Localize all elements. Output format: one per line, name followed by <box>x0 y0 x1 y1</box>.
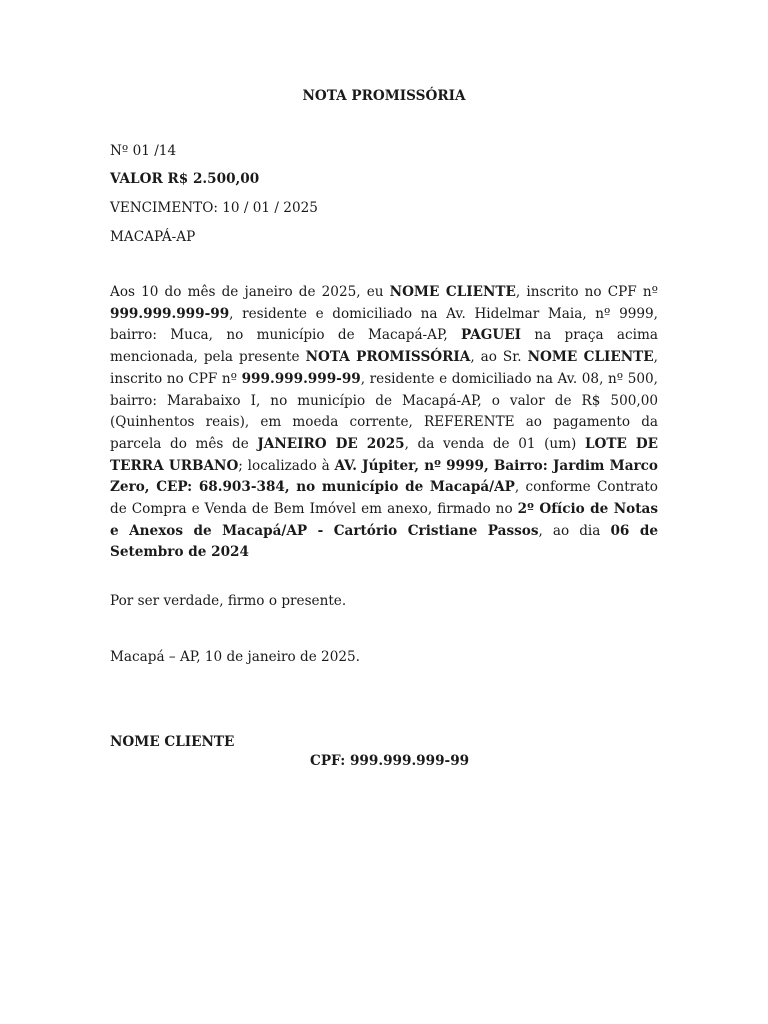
bold-text-segment: NOME CLIENTE <box>527 349 654 366</box>
bold-text-segment: AV. Júpiter, nº 9999, Bairro: Jardim Marco Zero, CEP: 68.903-384, no município de Macapá/AP <box>110 457 659 496</box>
date-line: Macapá – AP, 10 de janeiro de 2025. <box>110 649 360 666</box>
text-segment: ; localizado à <box>238 457 335 474</box>
document-body <box>110 282 658 771</box>
bold-text-segment: 999.999.999-99 <box>110 305 230 322</box>
signer-name: NOME CLIENTE <box>110 734 235 751</box>
text-segment: , residente e domiciliado na Av. 08, nº 500, bairro: Marabaixo I, no município de Macapá-AP, o valor de R$ 500,00 (Quinhentos reais), em moeda corrente, REFERENTE ao pagamento da parcela do mês de <box>110 370 658 452</box>
bold-text-segment: NOTA PROMISSÓRIA <box>305 349 471 366</box>
bold-text-segment: 2º Ofício de Notas e Anexos de Macapá/AP - Cartório Cristiane Passos <box>110 501 658 539</box>
text-segment: , residente e domiciliado na Av. Hidelmar Maia, nº 9999, bairro: Muca, no município de Macapá-AP, <box>110 305 658 344</box>
text-segment: , inscrito no CPF nº <box>110 349 658 387</box>
text-segment: , da venda de 01 (um) <box>404 435 585 452</box>
note-value: VALOR R$ 2.500,00 <box>110 171 260 187</box>
due-date: VENCIMENTO: 10 / 01 / 2025 <box>110 200 318 216</box>
text-segment: , ao Sr. <box>470 349 528 366</box>
bold-text-segment: PAGUEI <box>461 327 521 344</box>
note-number: Nº 01 /14 <box>110 143 177 159</box>
text-segment: , inscrito no CPF nº <box>515 284 659 300</box>
signer-cpf: CPF: 999.999.999-99 <box>310 753 470 770</box>
bold-text-segment: 999.999.999-99 <box>241 370 361 387</box>
document-title: NOTA PROMISSÓRIA <box>302 88 466 104</box>
text-segment: , ao dia <box>538 522 611 539</box>
bold-text-segment: LOTE DE TERRA URBANO <box>110 435 658 474</box>
bold-text-segment: 06 de Setembro de 2024 <box>110 522 659 561</box>
bold-text-segment: JANEIRO DE 2025 <box>257 435 405 452</box>
text-segment: , conforme Contrato de Compra e Venda de Bem Imóvel em anexo, firmado no <box>110 479 658 518</box>
bold-text-segment: NOME CLIENTE <box>389 284 516 300</box>
body-paragraph <box>110 282 658 564</box>
text-segment: na praça acima mencionada, pela presente <box>110 327 658 366</box>
closing-text: Por ser verdade, firmo o presente. <box>110 593 347 610</box>
text-segment: Aos 10 do mês de janeiro de 2025, eu <box>110 284 390 300</box>
place: MACAPÁ-AP <box>110 229 196 245</box>
